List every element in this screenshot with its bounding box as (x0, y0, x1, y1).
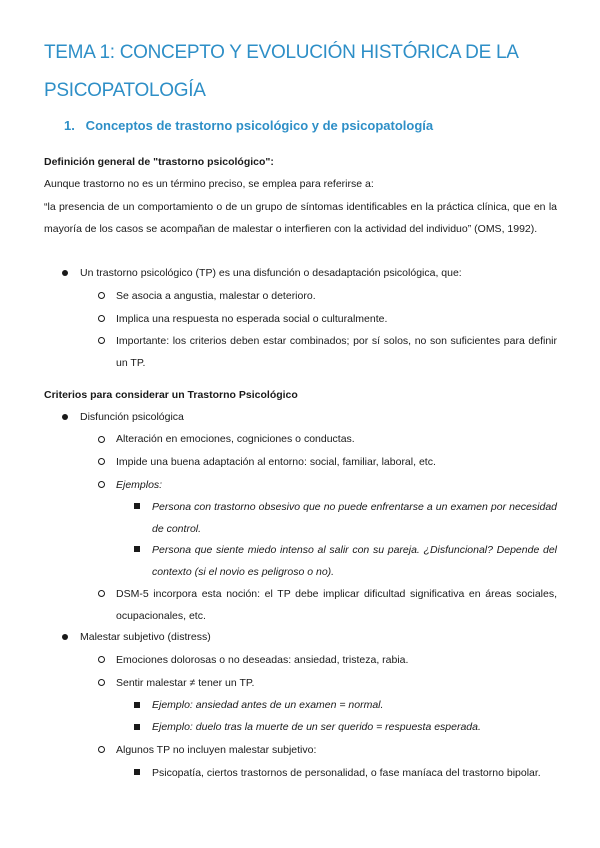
bullet-circle-icon (98, 656, 105, 663)
bullet-circle-icon (98, 481, 105, 488)
criterion-item: Emociones dolorosas o no deseadas: ansiedad, tristeza, rabia. (116, 654, 409, 666)
criterion-item: Alteración en emociones, cogniciones o conductas. (116, 433, 355, 445)
bullet-circle-icon (98, 458, 105, 465)
example-item: Ejemplo: ansiedad antes de un examen = normal. (152, 699, 384, 711)
bullet-square-icon (134, 702, 140, 708)
bullet-circle-icon (98, 337, 105, 344)
definition-intro: Aunque trastorno no es un término preciso, se emplea para referirse a: (44, 178, 374, 190)
bullet-circle-icon (98, 746, 105, 753)
criterion-label: Malestar subjetivo (distress) (80, 631, 211, 643)
bullet-disc-icon (62, 270, 68, 276)
tp-bullet: Un trastorno psicológico (TP) es una disfunción o desadaptación psicológica, que: (80, 267, 462, 279)
bullet-square-icon (134, 546, 140, 552)
criterion-item: Ejemplos: (116, 479, 163, 491)
criteria-heading: Criterios para considerar un Trastorno Psicológico (44, 389, 298, 401)
bullet-circle-icon (98, 679, 105, 686)
bullet-disc-icon (62, 414, 68, 420)
page-title: TEMA 1: CONCEPTO Y EVOLUCIÓN HISTÓRICA DE LA PSICOPATOLOGÍA (44, 42, 518, 101)
example-item: Persona con trastorno obsesivo que no puede enfrentarse a un examen por necesidad de control. (152, 501, 557, 535)
bullet-circle-icon (98, 436, 105, 443)
example-item: Persona que siente miedo intenso al salir con su pareja. ¿Disfuncional? Depende del contexto (si el novio es peligroso o no). (152, 544, 557, 578)
criterion-item: Impide una buena adaptación al entorno: social, familiar, laboral, etc. (116, 456, 436, 468)
criterion-item: Algunos TP no incluyen malestar subjetivo: (116, 744, 317, 756)
criterion-label: Disfunción psicológica (80, 411, 184, 423)
bullet-square-icon (134, 769, 140, 775)
criterion-item: Sentir malestar ≠ tener un TP. (116, 677, 255, 689)
bullet-square-icon (134, 724, 140, 730)
example-item: Ejemplo: duelo tras la muerte de un ser querido = respuesta esperada. (152, 721, 481, 733)
example-item: Psicopatía, ciertos trastornos de personalidad, o fase maníaca del trastorno bipolar. (152, 767, 541, 779)
bullet-disc-icon (62, 634, 68, 640)
bullet-square-icon (134, 503, 140, 509)
bullet-circle-icon (98, 590, 105, 597)
criterion-item: DSM-5 incorpora esta noción: el TP debe implicar dificultad significativa en áreas sociales, ocupacionales, etc. (116, 588, 557, 622)
tp-sub-item: Importante: los criterios deben estar combinados; por sí solos, no son suficientes para definir un TP. (116, 335, 557, 369)
section-heading: 1. Conceptos de trastorno psicológico y de psicopatología (64, 118, 434, 133)
definition-heading: Definición general de "trastorno psicológico": (44, 156, 274, 168)
definition-quote: “la presencia de un comportamiento o de un grupo de síntomas identificables en la práctica clínica, que en la mayoría de los casos se acompañan de malestar o interfieren con la actividad del individuo” (OMS, 1992). (44, 201, 557, 235)
bullet-circle-icon (98, 292, 105, 299)
bullet-circle-icon (98, 315, 105, 322)
tp-sub-item: Se asocia a angustia, malestar o deterioro. (116, 290, 316, 302)
tp-sub-item: Implica una respuesta no esperada social o culturalmente. (116, 313, 388, 325)
